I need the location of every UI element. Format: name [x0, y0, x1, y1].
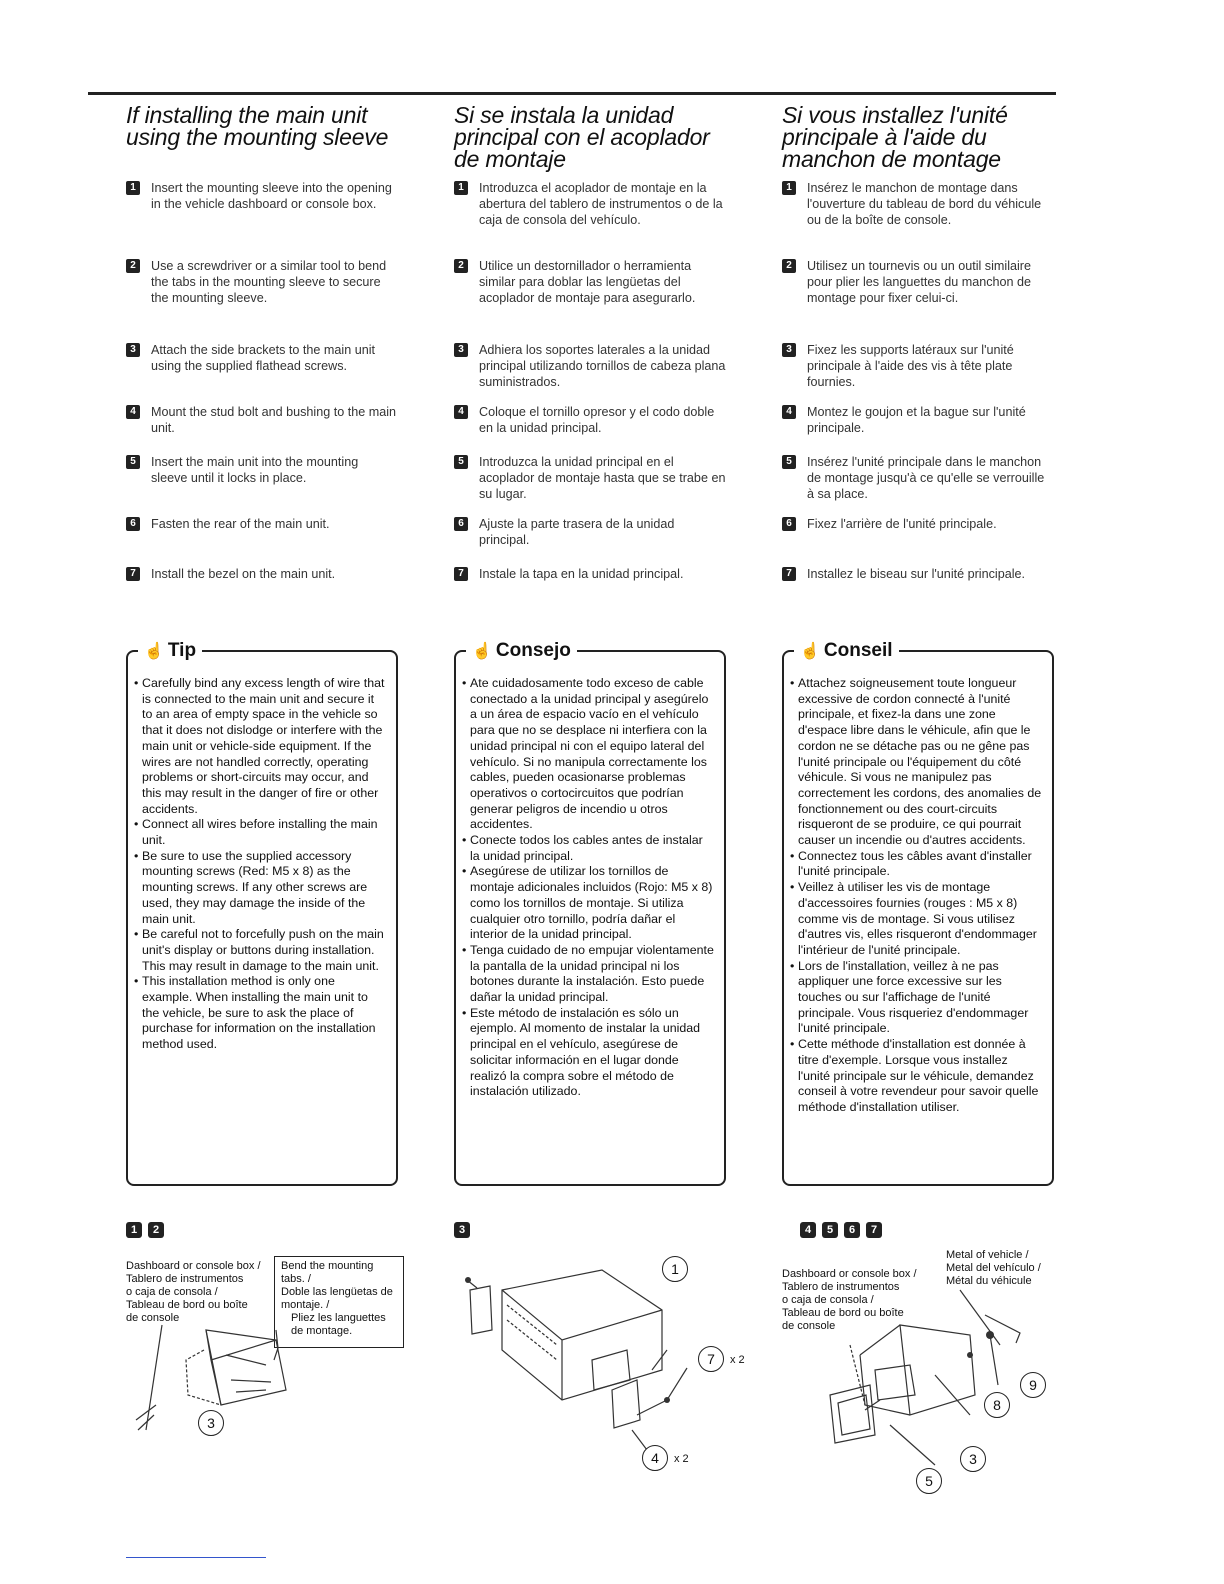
tip-list: [128, 652, 396, 1053]
step-text: Insérez l'unité principale dans le manchon de montage jusqu'à ce qu'elle se verrouille à sa place.: [807, 455, 1045, 501]
tip-list: [784, 652, 1052, 1116]
step-text: Use a screwdriver or a similar tool to bend the tabs in the mounting sleeve to secure the mounting sleeve.: [151, 259, 387, 305]
tip-list: [456, 652, 724, 1100]
step-item: [126, 404, 398, 436]
pointing-hand-icon: ☝: [472, 643, 492, 660]
step-badge: 6: [844, 1222, 860, 1238]
step-badge: 2: [148, 1222, 164, 1238]
step-text: Instale la tapa en la unidad principal.: [479, 567, 684, 581]
step-number-badge: 5: [782, 455, 796, 469]
tip-box: [126, 640, 398, 1186]
step-number-badge: 7: [126, 567, 140, 581]
tip-item: • Este método de instalación es sólo un ejemplo. Al momento de instalar la unidad principal en el vehículo, asegúrese de solicitar información en el lugar donde realizó la compra sobre el método de instalación utilizado.: [462, 1006, 714, 1100]
section-heading: If installing the main unit using the mounting sleeve: [126, 102, 389, 150]
step-number-badge: 2: [126, 259, 140, 273]
step-number-badge: 4: [126, 405, 140, 419]
part-number-1: 1: [662, 1256, 688, 1282]
tip-item: • Attachez soigneusement toute longueur excessive de cordon connecté à l'unité principale, et fixez-la dans une zone d'espace libre dans le véhicule, afin que le cordon ne se détache pas ou ne gêne pas l'unité principale ou l'équipement du côté véhicule. Si vous ne manipulez pas correctement les cordons, des anomalies de fonctionnement ou des court-circuits risqueront de se produire, ce qui pourrait causer un incendie ou d'autres accidents.: [790, 676, 1042, 849]
tip-item: • Lors de l'installation, veillez à ne pas appliquer une force excessive sur les touches ou sur l'affichage de l'unité principale. Vous risqueriez d'endommager l'unité principale.: [790, 959, 1042, 1038]
step-item: [126, 342, 398, 374]
step-item: [782, 342, 1054, 390]
step-number-badge: 3: [782, 343, 796, 357]
step-text: Installez le biseau sur l'unité principale.: [807, 567, 1026, 581]
part-number-5: 5: [916, 1468, 942, 1494]
step-item: [126, 180, 398, 212]
step-number-badge: 1: [782, 181, 796, 195]
step-item: [126, 516, 398, 532]
step-number-badge: 4: [782, 405, 796, 419]
tip-item: • Asegúrese de utilizar los tornillos de montaje adicionales incluidos (Rojo: M5 x 8) como los tornillos de montaje. Si utiliza cualquier otro tornillo, podría dañar el interior de la unidad principal.: [462, 864, 714, 943]
step-badge: 3: [454, 1222, 470, 1238]
side-bracket-illustration: [462, 1250, 702, 1450]
tip-item: • Cette méthode d'installation est donnée à titre d'exemple. Lorsque vous installez l'unité principale sur le véhicule, demandez conseil à votre revendeur pour savoir quelle méthode d'installation utiliser.: [790, 1037, 1042, 1116]
tip-item: • Connectez tous les câbles avant d'installer l'unité principale.: [790, 849, 1042, 880]
part-number-7: 7: [698, 1346, 724, 1372]
dashboard-label: Dashboard or console box / Tablero de instrumentos o caja de consola / Tableau de bord ou boîte de console: [782, 1268, 917, 1332]
step-item: [454, 180, 726, 228]
step-item: [782, 516, 1054, 532]
step-item: [782, 454, 1054, 502]
part-number-9: 9: [1020, 1372, 1046, 1398]
step-number-badge: 1: [454, 181, 468, 195]
step-text: Montez le goujon et la bague sur l'unité principale.: [807, 405, 1026, 435]
step-text: Fasten the rear of the main unit.: [151, 517, 330, 531]
tip-item: • Be sure to use the supplied accessory mounting screws (Red: M5 x 8) as the mounting screws. If any other screws are used, they may damage the inside of the main unit.: [134, 849, 386, 928]
diagram-step-numbers: [454, 1222, 470, 1238]
column-spanish: [454, 104, 726, 192]
column-french: [782, 104, 1054, 192]
step-text: Mount the stud bolt and bushing to the main unit.: [151, 405, 397, 435]
step-item: [126, 566, 398, 582]
step-item: [782, 404, 1054, 436]
step-text: Introduzca el acoplador de montaje en la abertura del tablero de instrumentos o de la caja de consola del vehículo.: [479, 181, 723, 227]
step-item: [126, 454, 398, 486]
step-item: [454, 566, 726, 582]
step-badge: 7: [866, 1222, 882, 1238]
step-text: Fixez les supports latéraux sur l'unité principale à l'aide des vis à tête plate fournies.: [807, 343, 1014, 389]
step-number-badge: 7: [782, 567, 796, 581]
step-text: Insérez le manchon de montage dans l'ouverture du tableau de bord du véhicule ou de la boîte de console.: [807, 181, 1042, 227]
section-heading: Si vous installez l'unité principale à l'aide du manchon de montage: [782, 102, 1008, 172]
part-number-4: 4: [642, 1445, 668, 1471]
step-item: [782, 258, 1054, 306]
top-rule: [88, 92, 1056, 95]
dashboard-label: Dashboard or console box / Tablero de instrumentos o caja de consola / Tableau de bord ou boîte de console: [126, 1260, 261, 1324]
step-item: [454, 516, 726, 548]
quantity-label: x 2: [674, 1453, 689, 1465]
quantity-label: x 2: [730, 1354, 745, 1366]
tip-title: ☝ Conseil: [794, 638, 899, 665]
step-number-badge: 2: [454, 259, 468, 273]
section-heading: Si se instala la unidad principal con el acoplador de montaje: [454, 102, 710, 172]
step-item: [782, 566, 1054, 582]
column-english: [126, 104, 398, 170]
pointing-hand-icon: ☝: [144, 643, 164, 660]
step-text: Attach the side brackets to the main unit using the supplied flathead screws.: [151, 343, 376, 373]
diagram-step-numbers: [800, 1222, 882, 1238]
step-item: [782, 180, 1054, 228]
step-item: [126, 258, 398, 306]
step-number-badge: 2: [782, 259, 796, 273]
step-text: Coloque el tornillo opresor y el codo doble en la unidad principal.: [479, 405, 715, 435]
step-number-badge: 6: [454, 517, 468, 531]
step-text: Insert the mounting sleeve into the opening in the vehicle dashboard or console box.: [151, 181, 392, 211]
step-number-badge: 7: [454, 567, 468, 581]
tip-title: ☝ Consejo: [466, 638, 577, 665]
step-text: Introduzca la unidad principal en el acoplador de montaje hasta que se trabe en su lugar.: [479, 455, 726, 501]
step-number-badge: 4: [454, 405, 468, 419]
step-text: Adhiera los soportes laterales a la unidad principal utilizando tornillos de cabeza plana suministrados.: [479, 343, 726, 389]
metal-of-vehicle-label: Metal of vehicle / Metal del vehículo / Métal du véhicule: [946, 1249, 1041, 1287]
step-number-badge: 1: [126, 181, 140, 195]
tip-item: • Connect all wires before installing the main unit.: [134, 817, 386, 848]
tip-item: • Ate cuidadosamente todo exceso de cable conectado a la unidad principal y asegúrelo a un área de espacio vacío en el vehículo para que no se desplace ni interfiera con la unidad principal ni con el equipo lateral del vehículo. Si no manipula correctamente los cables, pueden ocasionarse problemas operativos o cortocircuitos que podrían generar peligros de incendio u otros accidentes.: [462, 676, 714, 833]
tip-item: • Carefully bind any excess length of wire that is connected to the main unit and secure it to an area of empty space in the vehicle so that it does not dislodge or interfere with the main unit or vehicle-side equipment. If the wires are not handled correctly, operating problems or short-circuits may occur, and this may result in the danger of fire or other accidents.: [134, 676, 386, 817]
tip-item: • Veillez à utiliser les vis de montage d'accessoires fournies (rouges : M5 x 8) comme vis de montage. Si vous utilisez d'autres vis, elles risqueront d'endommager l'intérieur de l'unité principale.: [790, 880, 1042, 959]
tip-item: • Tenga cuidado de no empujar violentamente la pantalla de la unidad principal ni los botones durante la instalación. Esto puede dañar la unidad principal.: [462, 943, 714, 1006]
step-text: Ajuste la parte trasera de la unidad principal.: [479, 517, 675, 547]
step-text: Fixez l'arrière de l'unité principale.: [807, 517, 997, 531]
tip-item: • Conecte todos los cables antes de instalar la unidad principal.: [462, 833, 714, 864]
step-number-badge: 6: [782, 517, 796, 531]
tip-item: • This installation method is only one example. When installing the main unit to the vehicle, be sure to ask the place of purchase for information on the installation method used.: [134, 974, 386, 1053]
step-text: Install the bezel on the main unit.: [151, 567, 336, 581]
tip-box: [782, 640, 1054, 1186]
part-number-3: 3: [198, 1410, 224, 1436]
step-text: Utilisez un tournevis ou un outil similaire pour plier les languettes du manchon de montage pour fixer celui-ci.: [807, 259, 1032, 305]
step-badge: 1: [126, 1222, 142, 1238]
part-number-3: 3: [960, 1446, 986, 1472]
step-text: Utilice un destornillador o herramienta similar para doblar las lengüetas del acoplador de montaje para asegurarlo.: [479, 259, 696, 305]
step-text: Insert the main unit into the mounting sleeve until it locks in place.: [151, 455, 359, 485]
footer-rule: [126, 1557, 266, 1558]
step-badge: 5: [822, 1222, 838, 1238]
bend-tabs-callout: Bend the mounting tabs. / Doble las lengüetas de montaje. / Pliez les languettes de montage.: [274, 1256, 404, 1348]
step-number-badge: 3: [126, 343, 140, 357]
tip-item: • Be careful not to forcefully push on the main unit's display or buttons during installation. This may result in damage to the main unit.: [134, 927, 386, 974]
step-badge: 4: [800, 1222, 816, 1238]
step-number-badge: 6: [126, 517, 140, 531]
unit-insertion-illustration: [820, 1285, 1050, 1475]
step-number-badge: 5: [454, 455, 468, 469]
step-number-badge: 3: [454, 343, 468, 357]
diagram-step-numbers: [126, 1222, 164, 1238]
tip-box: [454, 640, 726, 1186]
step-item: [454, 404, 726, 436]
step-item: [454, 258, 726, 306]
tip-title: ☝ Tip: [138, 638, 202, 665]
pointing-hand-icon: ☝: [800, 643, 820, 660]
step-item: [454, 454, 726, 502]
step-number-badge: 5: [126, 455, 140, 469]
step-item: [454, 342, 726, 390]
part-number-8: 8: [984, 1392, 1010, 1418]
